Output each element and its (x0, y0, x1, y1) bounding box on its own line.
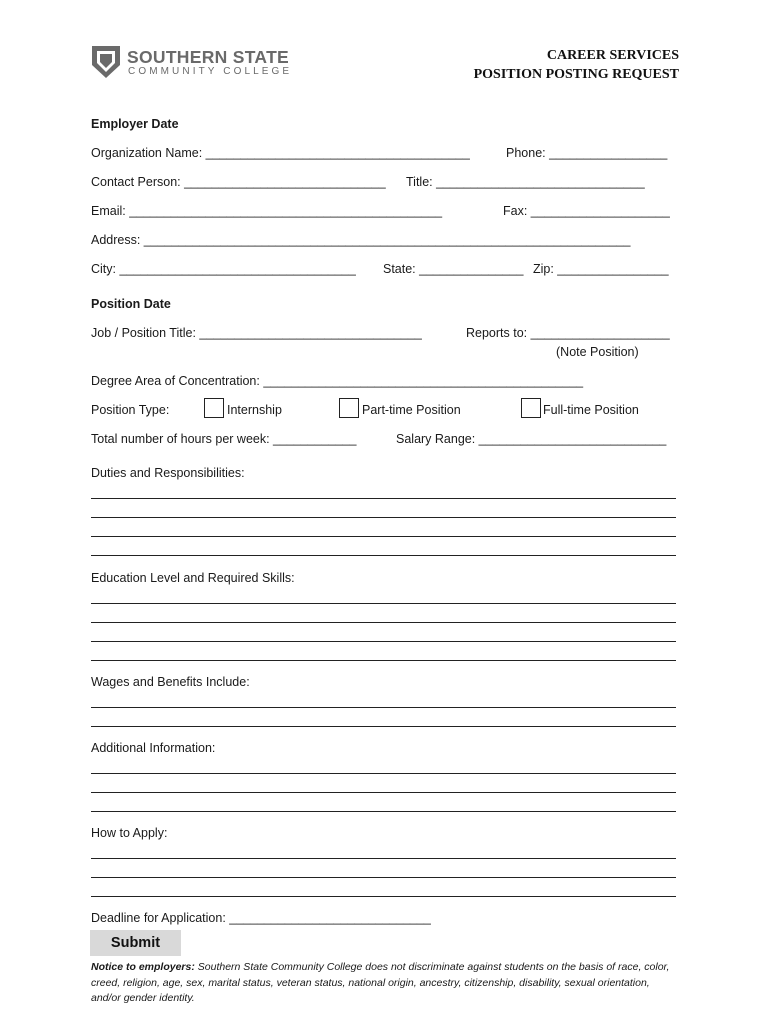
reports-to-field[interactable]: Reports to: ____________________ (466, 326, 670, 340)
notice-body: Southern State Community College does not discriminate against students on the basis of race, color, creed, religion, age, sex, marital status, veteran status, national origin, ancestry, citizenship, disability, sexual orientation, and/or gender identity. (91, 961, 670, 1004)
education-line[interactable] (91, 660, 676, 661)
education-line[interactable] (91, 622, 676, 623)
duties-line[interactable] (91, 555, 676, 556)
header-title: CAREER SERVICES (546, 48, 679, 63)
duties-line[interactable] (91, 498, 676, 499)
logo-subname: COMMUNITY COLLEGE (128, 66, 293, 77)
email-field[interactable]: Email: _____________________________________________ (91, 204, 443, 218)
wages-label: Wages and Benefits Include: (91, 675, 250, 689)
part-time-checkbox[interactable] (339, 398, 359, 418)
organization-name-field[interactable]: Organization Name: ______________________________________ (91, 146, 470, 160)
zip-field[interactable]: Zip: ________________ (533, 262, 669, 276)
phone-field[interactable]: Phone: _________________ (506, 146, 668, 160)
how-to-apply-line[interactable] (91, 858, 676, 859)
how-to-apply-line[interactable] (91, 877, 676, 878)
how-to-apply-line[interactable] (91, 896, 676, 897)
fax-field[interactable]: Fax: ____________________ (503, 204, 670, 218)
position-type-label: Position Type: (91, 403, 170, 417)
full-time-label: Full-time Position (543, 403, 639, 417)
part-time-label: Part-time Position (362, 403, 461, 417)
full-time-checkbox[interactable] (521, 398, 541, 418)
job-title-field[interactable]: Job / Position Title: ________________________________ (91, 326, 422, 340)
salary-range-field[interactable]: Salary Range: ___________________________ (396, 432, 667, 446)
notice-lead: Notice to employers: (91, 961, 195, 973)
submit-button[interactable]: Submit (90, 930, 181, 956)
note-position-label: (Note Position) (556, 345, 639, 359)
address-field[interactable]: Address: ______________________________________________________________________ (91, 233, 631, 247)
education-line[interactable] (91, 641, 676, 642)
employer-heading: Employer Date (91, 117, 179, 131)
degree-field[interactable]: Degree Area of Concentration: ______________________________________________ (91, 374, 584, 388)
additional-info-line[interactable] (91, 811, 676, 812)
additional-info-line[interactable] (91, 773, 676, 774)
contact-person-field[interactable]: Contact Person: _____________________________ (91, 175, 386, 189)
city-field[interactable]: City: __________________________________ (91, 262, 356, 276)
hours-per-week-field[interactable]: Total number of hours per week: ____________ (91, 432, 357, 446)
internship-checkbox[interactable] (204, 398, 224, 418)
logo-name: SOUTHERN STATE (127, 47, 290, 67)
additional-info-label: Additional Information: (91, 741, 216, 755)
duties-line[interactable] (91, 536, 676, 537)
shield-logo-icon (91, 45, 121, 79)
wages-line[interactable] (91, 707, 676, 708)
position-heading: Position Date (91, 297, 171, 311)
wages-line[interactable] (91, 726, 676, 727)
additional-info-line[interactable] (91, 792, 676, 793)
state-field[interactable]: State: _______________ (383, 262, 524, 276)
duties-label: Duties and Responsibilities: (91, 466, 245, 480)
duties-line[interactable] (91, 517, 676, 518)
how-to-apply-label: How to Apply: (91, 826, 168, 840)
deadline-field[interactable]: Deadline for Application: _____________________________ (91, 911, 431, 925)
education-label: Education Level and Required Skills: (91, 571, 295, 585)
education-line[interactable] (91, 603, 676, 604)
header-subtitle: POSITION POSTING REQUEST (473, 67, 679, 82)
notice-to-employers (91, 960, 676, 1007)
internship-label: Internship (227, 403, 282, 417)
title-field[interactable]: Title: ______________________________ (406, 175, 645, 189)
